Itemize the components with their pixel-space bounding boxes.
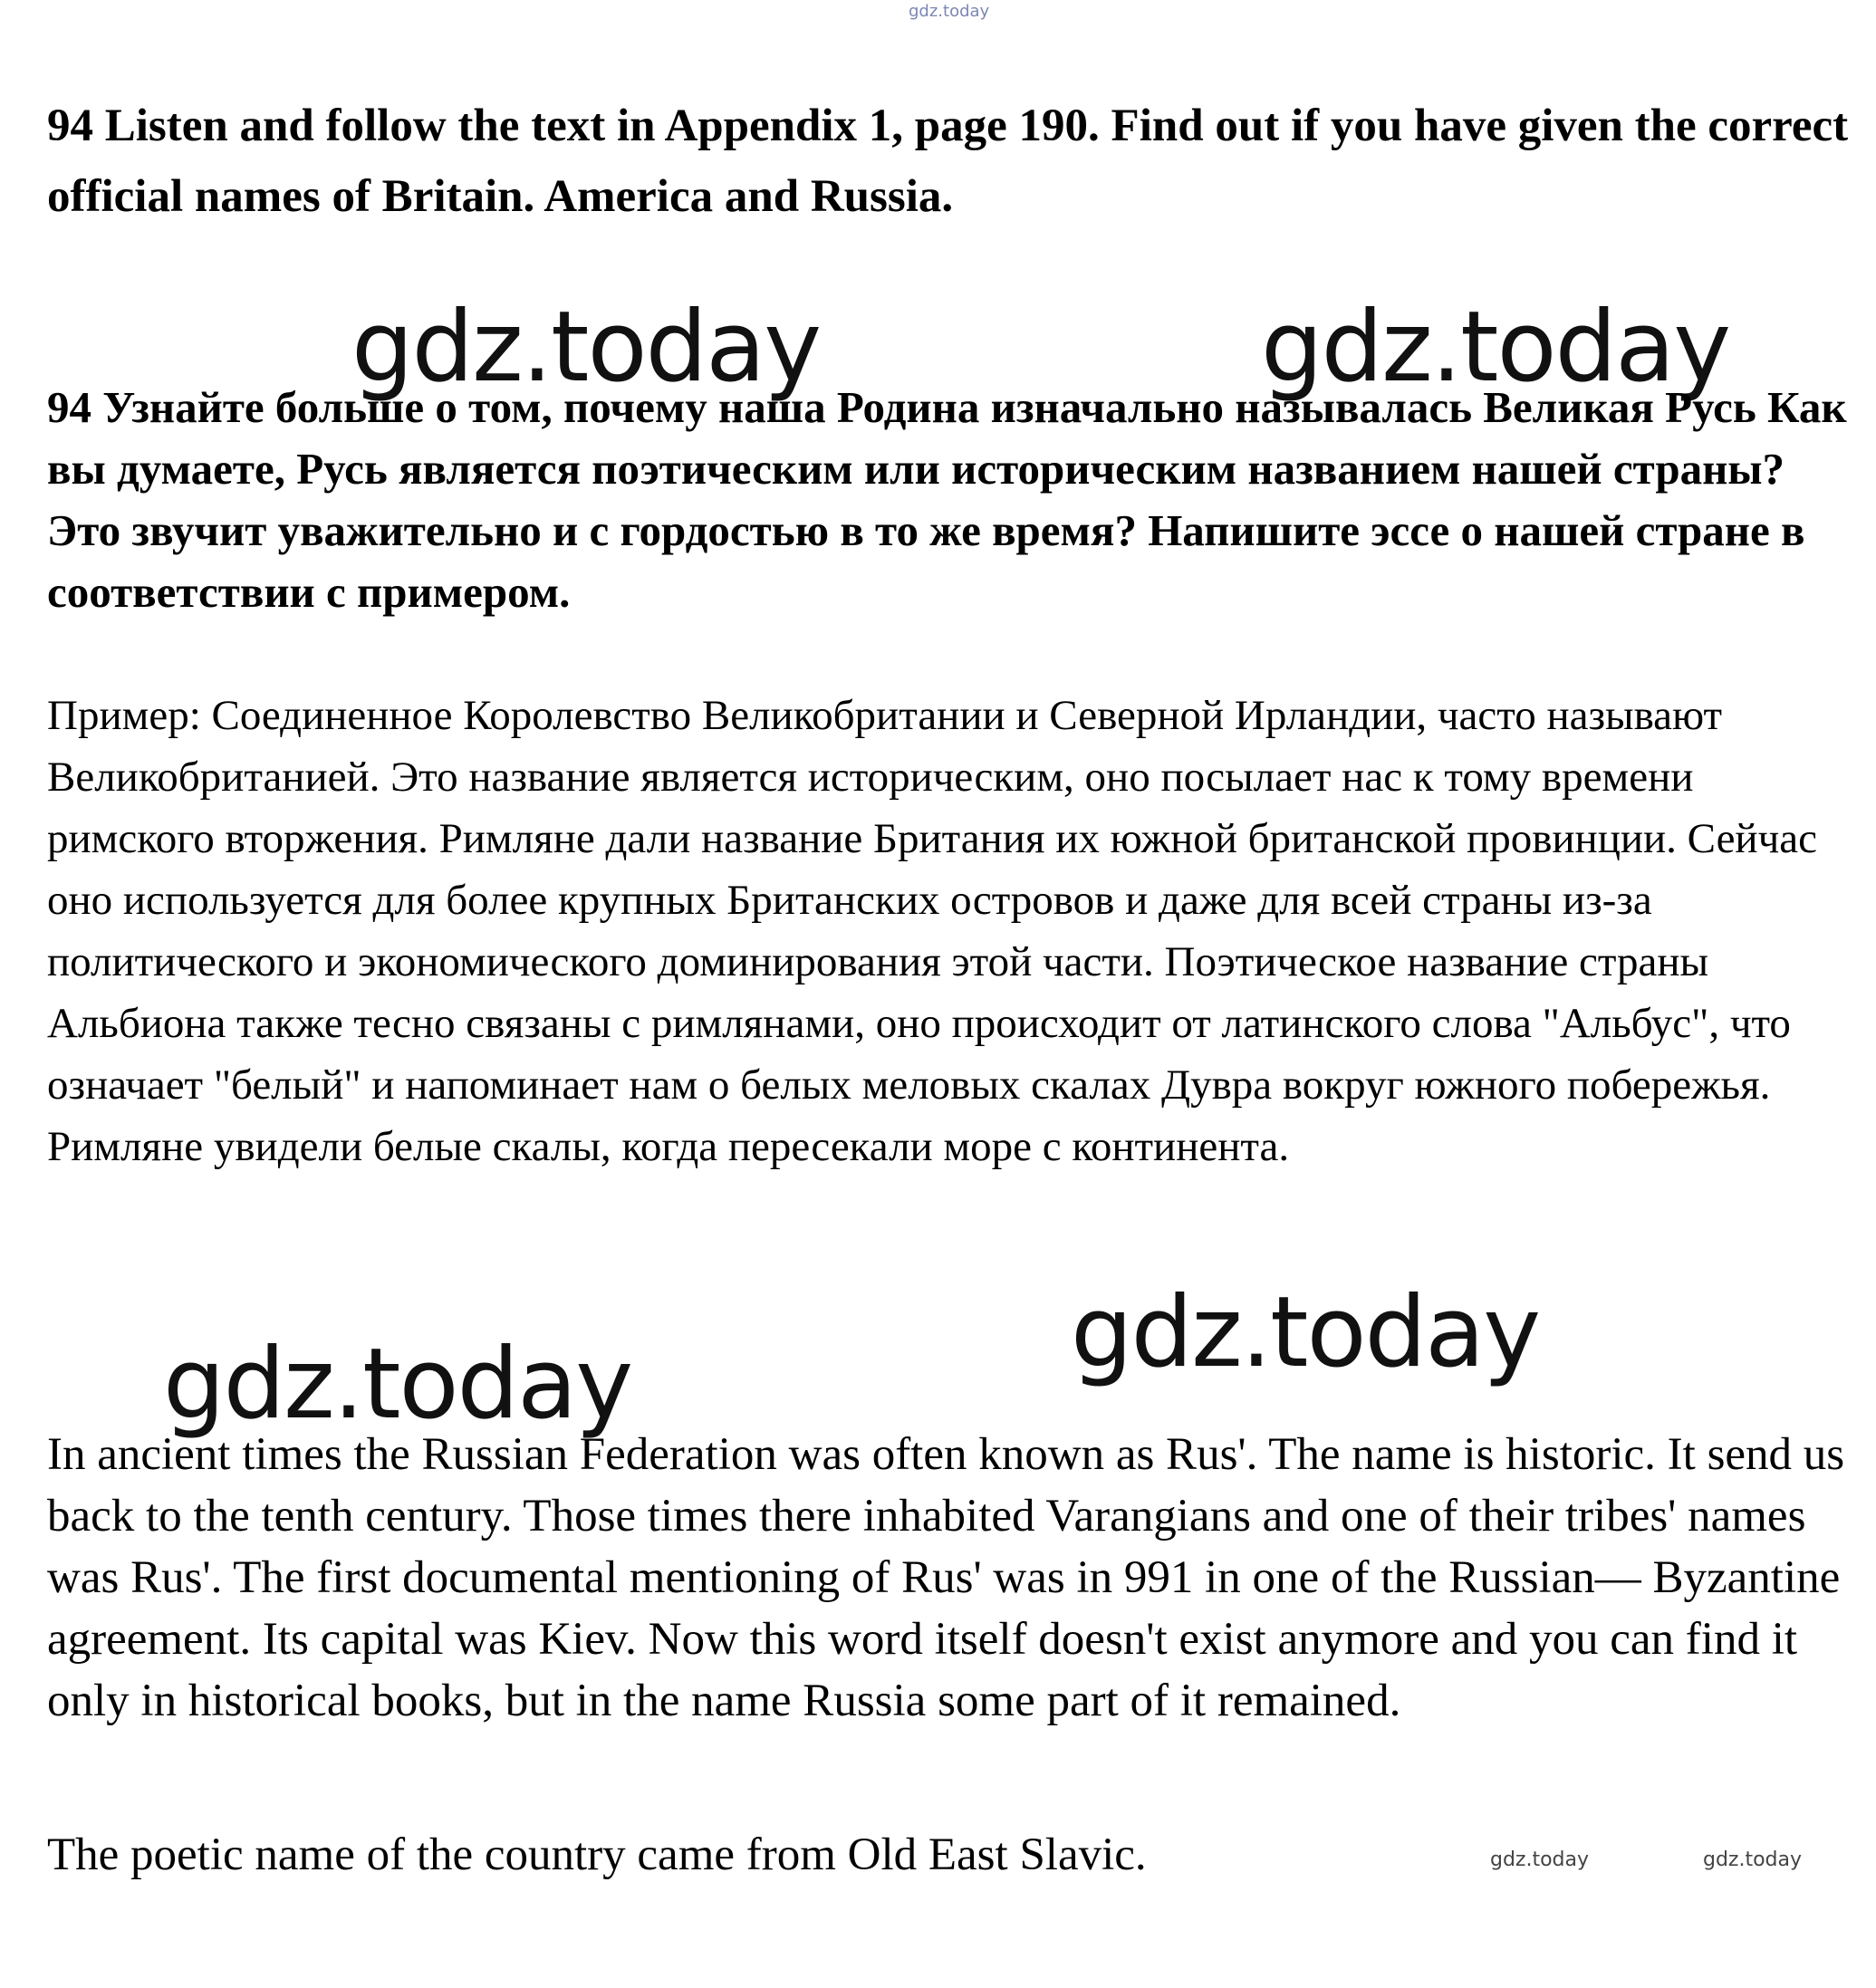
watermark-large-2: gdz.today: [1261, 291, 1730, 404]
watermark-large-1: gdz.today: [351, 291, 821, 404]
watermark-small-1: gdz.today: [1490, 1849, 1590, 1871]
answer-paragraph-1: In ancient times the Russian Federation was often known as Rus'. The name is historic. It send us back to the tenth century. Those times there inhabited Varangians and one of their tribes' names was Rus'. The first documental mentioning of Rus' was in 991 in one of the Russian— Byzantine agreement. Its capital was Kiev. Now this word itself doesn't exist anymore and you can find it only in historical books, but in the name Russia some part of it remained.: [47, 1429, 1845, 1726]
task-heading-en: 94 Listen and follow the text in Appendix 1, page 190. Find out if you have given the correct official names of Britain. America and Russia.: [47, 101, 1849, 222]
watermark-small-2: gdz.today: [1703, 1849, 1803, 1871]
watermark-large-3: gdz.today: [1071, 1276, 1540, 1389]
example-text-ru: Пример: Соединенное Королевство Великобритании и Северной Ирландии, часто называют Великобританией. Это название является историческим, оно посылает нас к тому времени римского вторжения. Римляне дали название Британия их южной британской провинции. Сейчас оно используется для более крупных Британских островов и даже для всей страны из-за политического и экономического доминирования этой части. Поэтическое название страны Альбиона также тесно связаны с римлянами, оно происходит от латинского слова "Альбус", что означает "белый" и напоминает нам о белых меловых скалах Дувра вокруг южного побережья. Римляне увидели белые скалы, когда пересекали море с континента.: [47, 692, 1817, 1170]
watermark-large-4: gdz.today: [163, 1328, 632, 1441]
answer-paragraph-2: The poetic name of the country came from Old East Slavic.: [47, 1830, 1147, 1880]
watermark-top: gdz.today: [909, 2, 990, 21]
task-heading-ru: 94 Узнайте больше о том, почему наша Родина изначально называлась Великая Русь Как вы думаете, Русь является поэтическим или историческим названием нашей страны? Это звучит уважительно и с гордостью в то же время? Напишите эссе о нашей стране в соответствии с примером.: [47, 382, 1847, 617]
